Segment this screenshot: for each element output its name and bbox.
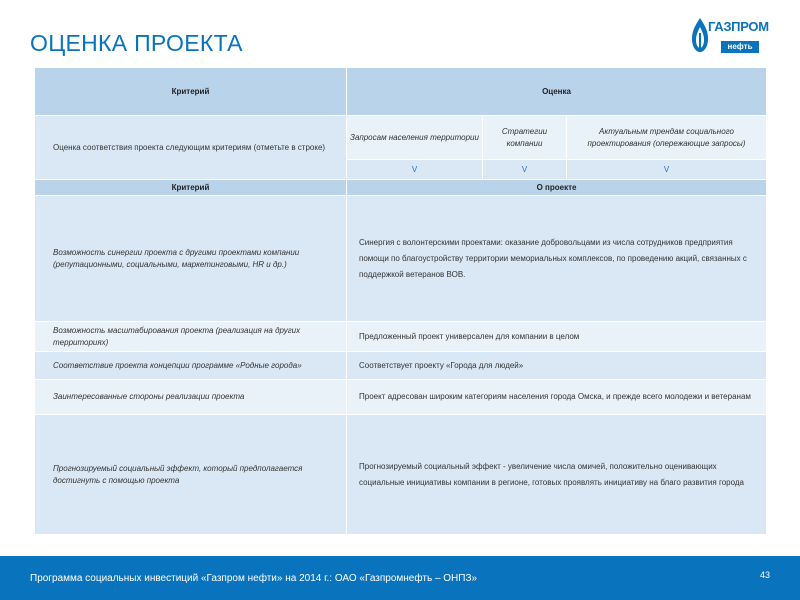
table-row: [35, 352, 767, 380]
check-mark: V: [567, 160, 767, 180]
compliance-column-strategy: Стратегии компании: [483, 116, 567, 160]
header-evaluation: Оценка: [347, 68, 767, 116]
row-criterion: Возможность масштабирования проекта (реализация на других территориях): [35, 322, 347, 352]
row-about: Предложенный проект универсален для компании в целом: [347, 322, 767, 352]
check-mark: V: [347, 160, 483, 180]
row-about: Соответствует проекту «Города для людей»: [347, 352, 767, 380]
table-row: [35, 196, 767, 322]
row-about: Синергия с волонтерскими проектами: оказание добровольцами из числа сотрудников предприятия помощи по благоустройству территории мемориальных комплексов, по проведению акций, связанных с поддержкой ветеранов ВОВ.: [347, 196, 767, 322]
row-criterion: Прогнозируемый социальный эффект, который предполагается достигнуть с помощью проекта: [35, 415, 347, 535]
check-mark: V: [483, 160, 567, 180]
page-number: 43: [759, 570, 770, 580]
gazprom-neft-logo: [691, 17, 769, 57]
page-title: ОЦЕНКА ПРОЕКТА: [30, 30, 243, 56]
row-criterion: Возможность синергии проекта с другими проектами компании (репутационными, социальными, маркетинговыми, HR и др.): [35, 196, 347, 322]
logo-subtitle: нефть: [721, 41, 759, 53]
flame-icon: [691, 17, 709, 53]
table-header-row: [35, 68, 767, 116]
compliance-column-trends: Актуальным трендам социального проектирования (опережающие запросы): [567, 116, 767, 160]
row-criterion: Заинтересованные стороны реализации проекта: [35, 380, 347, 415]
compliance-label: Оценка соответствия проекта следующим критериям (отметьте в строке): [35, 116, 347, 180]
subheader-criterion: Критерий: [35, 180, 347, 196]
table-row: [35, 380, 767, 415]
table-row: [35, 322, 767, 352]
table-subheader-row: [35, 180, 767, 196]
footer-bar: [0, 556, 800, 600]
row-about: Проект адресован широким категориям населения города Омска, и прежде всего молодежи и ветеранам: [347, 380, 767, 415]
row-criterion: Соответствие проекта концепции программе «Родные города»: [35, 352, 347, 380]
table-row: [35, 415, 767, 535]
footer-text: Программа социальных инвестиций «Газпром нефти» на 2014 г.: ОАО «Газпромнефть – ОНПЗ»: [30, 573, 478, 584]
logo-wordmark: ГАЗПРОМ: [708, 19, 769, 34]
row-about: Прогнозируемый социальный эффект - увеличение числа омичей, положительно оценивающих социальные инициативы компании в регионе, готовых проявлять инициативу на благо развития города: [347, 415, 767, 535]
subheader-about: О проекте: [347, 180, 767, 196]
compliance-column-population: Запросам населения территории: [347, 116, 483, 160]
compliance-row: [35, 116, 767, 160]
header-criterion: Критерий: [35, 68, 347, 116]
evaluation-table: [34, 67, 767, 535]
